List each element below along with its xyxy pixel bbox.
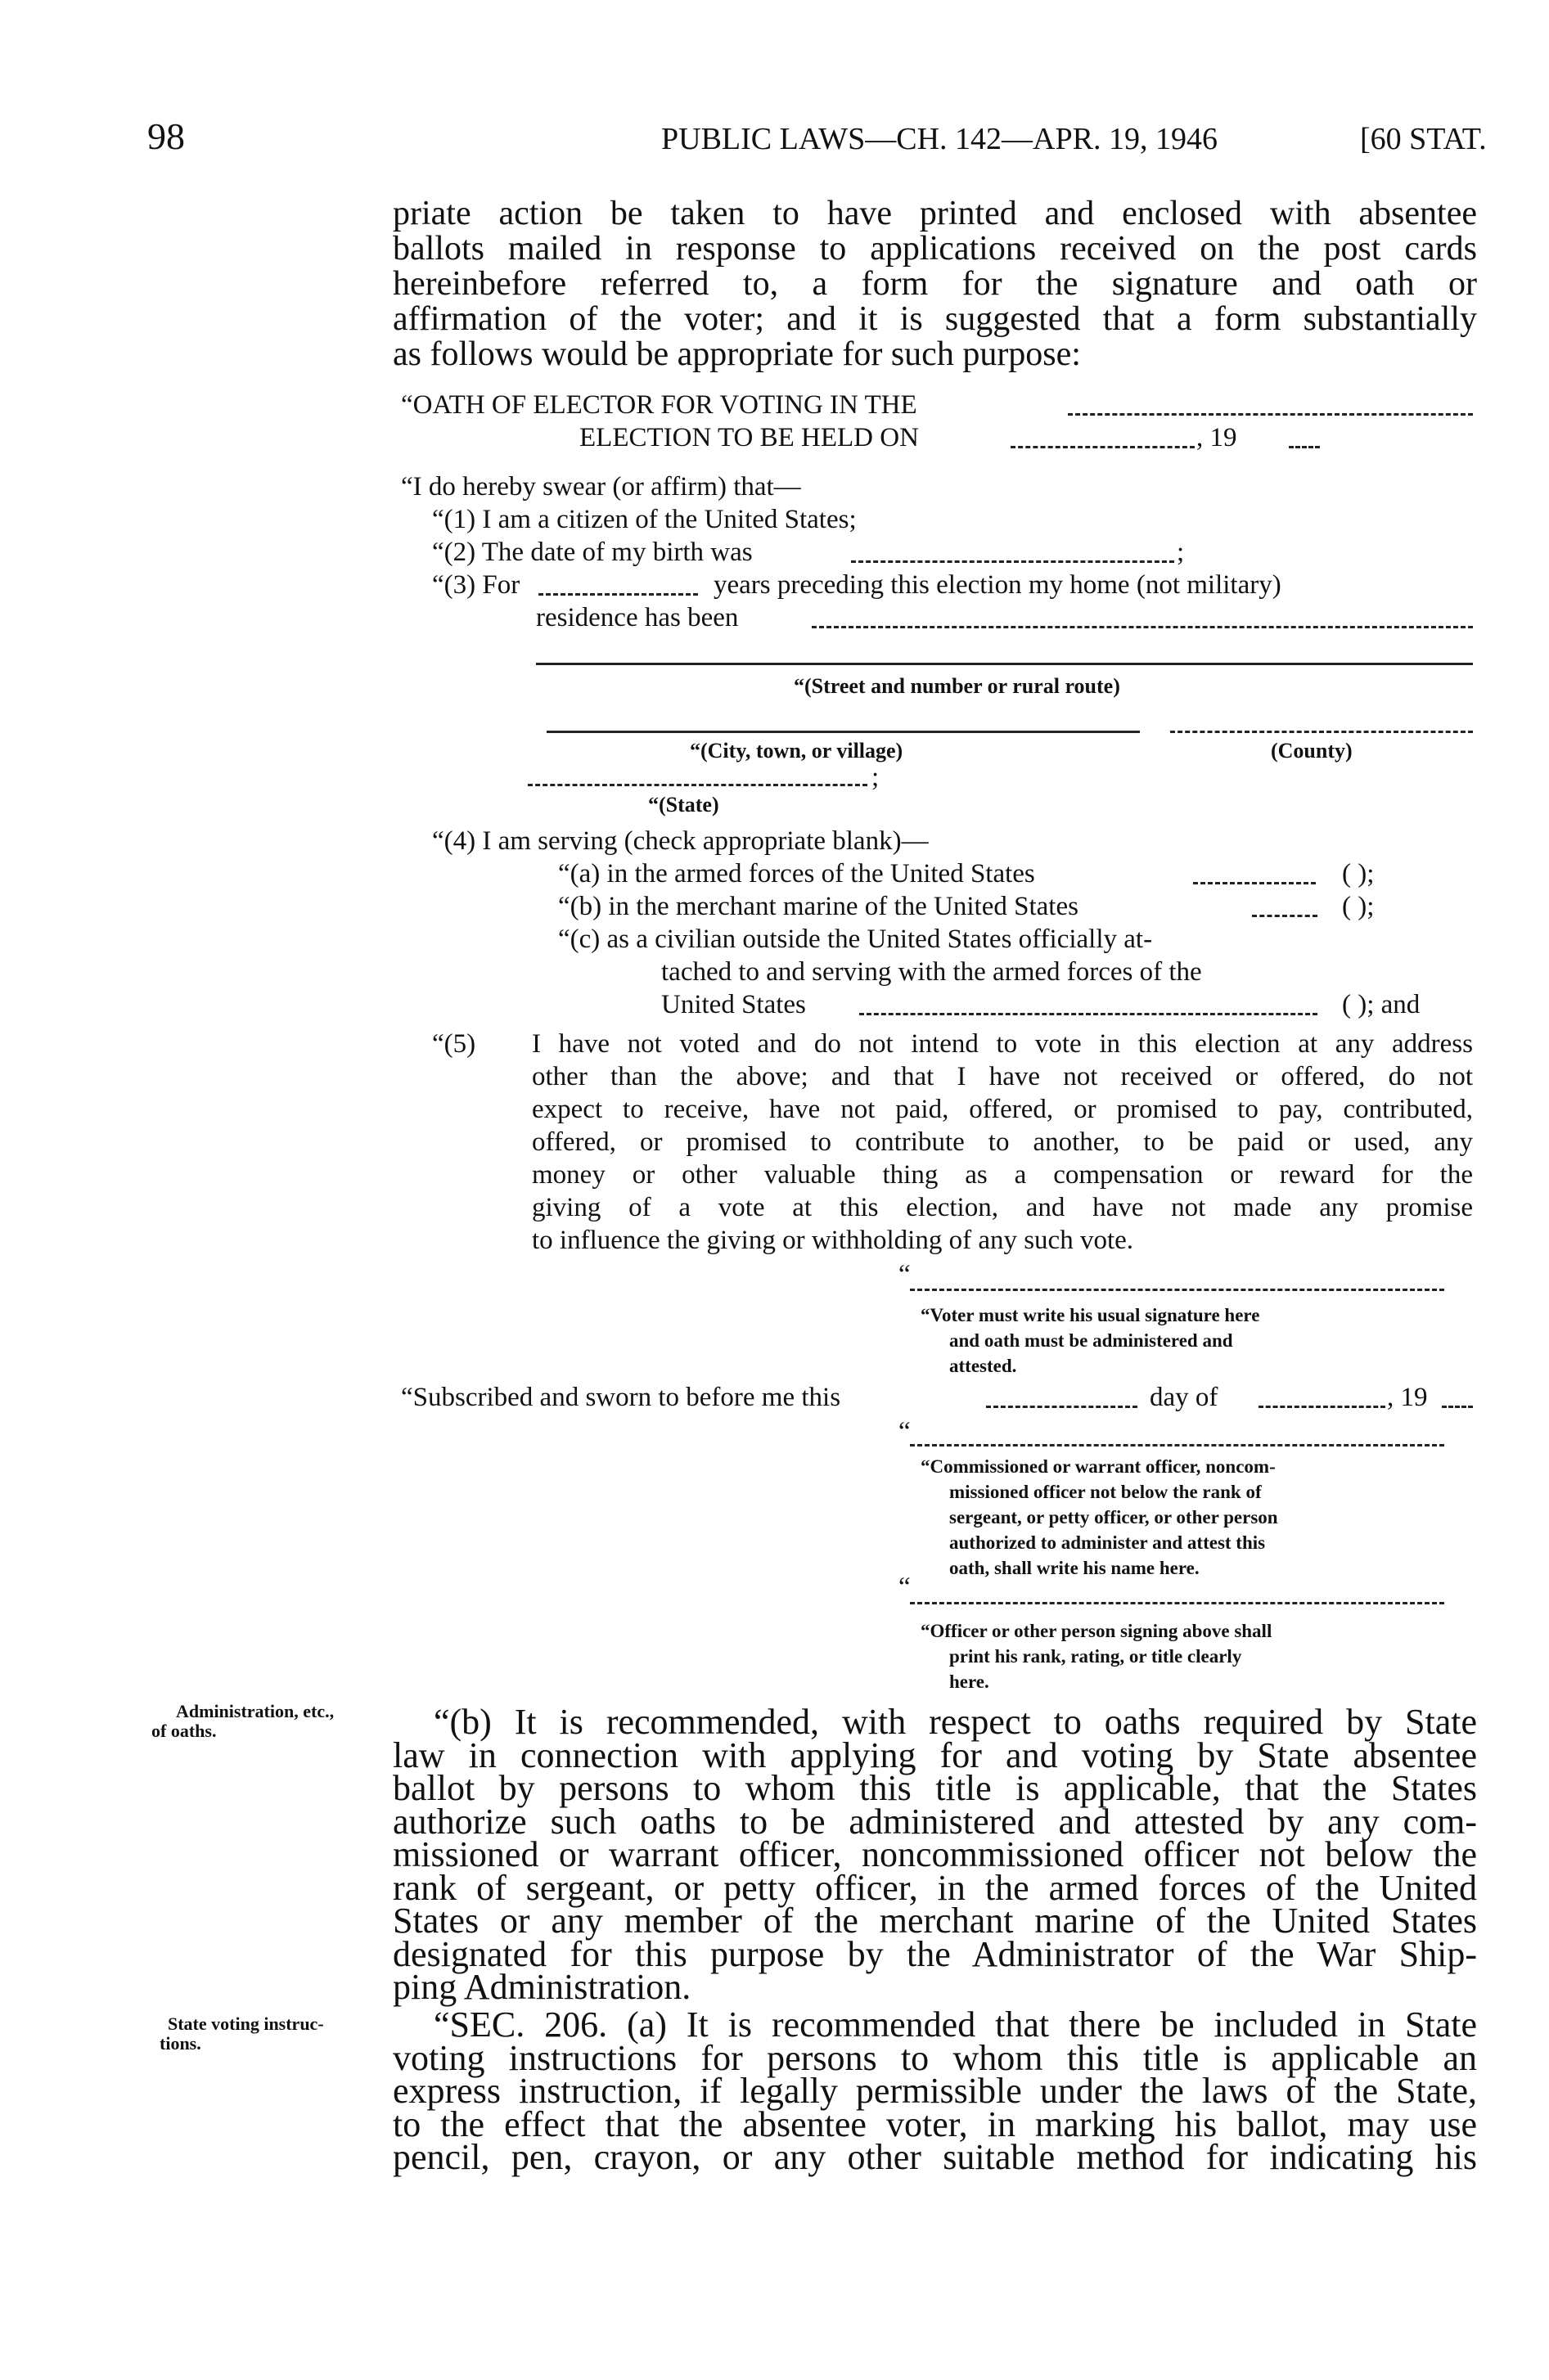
print-note-line: here. (949, 1671, 989, 1692)
state-caption: “(State) (648, 793, 719, 817)
intro-paragraph (393, 196, 1477, 372)
item-5-line: offered, or promised to contribute to another, to be paid or used, any (532, 1127, 1473, 1157)
item-3-text: years preceding this election my home (not military) (714, 570, 1281, 600)
voter-sig-note-line: and oath must be administered and (949, 1330, 1233, 1351)
residence-blank[interactable] (812, 626, 1473, 628)
item-4b-check[interactable]: ( ); (1342, 892, 1375, 921)
page-number: 98 (147, 115, 185, 157)
item-4c-line: tached to and serving with the armed forces of the (661, 957, 1202, 987)
section-206-line: “SEC. 206. (a) It is recommended that there be included in State (434, 2004, 1477, 2045)
section-206 (393, 2004, 1477, 2177)
voter-sig-note (921, 1302, 1259, 1379)
city-blank[interactable] (547, 731, 1140, 733)
print-rank-blank[interactable] (910, 1602, 1444, 1604)
officer-note-line: oath, shall write his name here. (949, 1558, 1200, 1578)
paragraph-b-line: missioned or warrant officer, noncommissioned officer not below the (393, 1834, 1477, 1874)
subscribed-line: “Subscribed and sworn to before me this (401, 1383, 841, 1412)
intro-line: priate action be taken to have printed and enclosed with absentee (393, 195, 1477, 232)
item-5-line: I have not voted and do not intend to vote in this election at any address (532, 1029, 1473, 1059)
form-title-line2: ELECTION TO BE HELD ON (579, 423, 919, 452)
paragraph-b-line: law in connection with applying for and voting by State absentee (393, 1734, 1477, 1775)
day-blank[interactable] (986, 1406, 1137, 1408)
officer-note-line: sergeant, or petty officer, or other person (949, 1507, 1278, 1527)
officer-note-line: authorized to administer and attest this (949, 1532, 1266, 1553)
day-of: day of (1150, 1383, 1218, 1412)
street-caption: “(Street and number or rural route) (794, 674, 1120, 698)
civilian-blank[interactable] (859, 1013, 1317, 1015)
city-caption: “(City, town, or village) (690, 739, 903, 763)
voter-signature-blank[interactable] (910, 1289, 1444, 1291)
section-206-line: voting instructions for persons to whom this title is applicable an (393, 2037, 1477, 2078)
paragraph-b-line: States or any member of the merchant marine of the United States (393, 1901, 1477, 1941)
section-206-line: pencil, pen, crayon, or any other suitable method for indicating his (393, 2137, 1477, 2177)
voter-sig-note-line: “Voter must write his usual signature here (921, 1305, 1260, 1325)
officer-signature-blank[interactable] (910, 1444, 1444, 1446)
print-note-line: print his rank, rating, or title clearly (949, 1646, 1242, 1667)
birth-date-blank[interactable] (851, 560, 1174, 563)
voter-sig-quote: “ (898, 1260, 911, 1289)
print-note (921, 1618, 1272, 1694)
paragraph-b-line: ping Administration. (393, 1967, 691, 2007)
intro-line: hereinbefore referred to, a form for the signature and oath or (393, 265, 1477, 303)
item-4b: “(b) in the merchant marine of the United States (558, 892, 1078, 921)
officer-note-line: missioned officer not below the rank of (949, 1482, 1262, 1502)
intro-line: as follows would be appropriate for such purpose: (393, 335, 1081, 373)
item-5-label: “(5) (432, 1029, 476, 1059)
month-blank[interactable] (1259, 1406, 1385, 1408)
paragraph-b-line: designated for this purpose by the Administrator of the War Ship- (393, 1933, 1477, 1974)
margin-note-admin (151, 1702, 372, 1741)
paragraph-b (393, 1702, 1477, 2007)
item-3-cont: residence has been (536, 603, 739, 632)
item-1: “(1) I am a citizen of the United States; (432, 505, 857, 534)
item-4: “(4) I am serving (check appropriate blank)— (432, 826, 929, 856)
officer-note (921, 1454, 1278, 1581)
form-title-year: , 19 (1196, 423, 1237, 452)
paragraph-b-line: rank of sergeant, or petty officer, in the armed forces of the United (393, 1867, 1477, 1908)
section-206-line: to the effect that the absentee voter, in marking his ballot, may use (393, 2103, 1477, 2144)
margin-note-line: of oaths. (151, 1721, 217, 1741)
item-2-end: ; (1177, 538, 1185, 567)
officer-sig-quote: “ (898, 1417, 911, 1446)
item-5-line: other than the above; and that I have not received or offered, do not (532, 1062, 1473, 1091)
merchant-marine-blank[interactable] (1252, 915, 1317, 917)
intro-line: ballots mailed in response to applications received on the post cards (393, 230, 1477, 268)
print-note-line: “Officer or other person signing above shall (921, 1621, 1272, 1641)
armed-forces-blank[interactable] (1193, 882, 1316, 884)
title-year-blank[interactable] (1289, 446, 1320, 448)
voter-sig-note-line: attested. (949, 1356, 1017, 1376)
county-caption: (County) (1271, 739, 1353, 763)
intro-line: affirmation of the voter; and it is suggested that a form substantially (393, 300, 1477, 338)
officer-note-line: “Commissioned or warrant officer, noncom- (921, 1456, 1276, 1477)
paragraph-b-line: authorize such oaths to be administered and attested by any com- (393, 1801, 1477, 1842)
item-5-line: money or other valuable thing as a compensation or reward for the (532, 1160, 1473, 1190)
item-4a: “(a) in the armed forces of the United States (558, 859, 1035, 889)
item-4c-check[interactable]: ( ); and (1342, 990, 1421, 1019)
item-4c-line: United States (661, 990, 806, 1019)
margin-note-line: tions. (160, 2033, 201, 2054)
margin-note-line: State voting instruc- (168, 2013, 324, 2034)
item-5-text (532, 1028, 1473, 1257)
volume-ref: [60 STAT. (1360, 122, 1487, 156)
item-5-line: giving of a vote at this election, and have not made any promise (532, 1193, 1473, 1222)
year-19: , 19 (1387, 1383, 1428, 1412)
section-206-line: express instruction, if legally permissible under the laws of the State, (393, 2071, 1477, 2111)
item-5-line: to influence the giving or withholding of any such vote. (532, 1226, 1134, 1255)
item-2-label: “(2) The date of my birth was (432, 538, 753, 567)
print-sig-quote: “ (898, 1572, 911, 1602)
margin-note-line: Administration, etc., (176, 1701, 335, 1721)
running-head: PUBLIC LAWS—CH. 142—APR. 19, 1946 (661, 122, 1218, 156)
item-4a-check[interactable]: ( ); (1342, 859, 1375, 889)
street-blank[interactable] (536, 663, 1473, 665)
item-5-line: expect to receive, have not paid, offered, or promised to pay, contributed, (532, 1095, 1473, 1124)
item-4c-line: “(c) as a civilian outside the United States officially at- (558, 925, 1153, 954)
election-date-blank[interactable] (1011, 446, 1195, 448)
margin-note-state (160, 2014, 380, 2054)
sworn-year-blank[interactable] (1442, 1406, 1473, 1408)
form-title-line1: “OATH OF ELECTOR FOR VOTING IN THE (401, 390, 917, 420)
item-3-label: “(3) For (432, 570, 520, 600)
swear-line: “I do hereby swear (or affirm) that— (401, 472, 801, 502)
state-blank[interactable] (528, 784, 867, 786)
election-blank[interactable] (1068, 413, 1473, 416)
paragraph-b-line: ballot by persons to whom this title is applicable, that the States (393, 1768, 1477, 1808)
paragraph-b-line: “(b) It is recommended, with respect to oaths required by State (434, 1702, 1477, 1742)
years-blank[interactable] (538, 593, 698, 596)
state-end: ; (871, 763, 880, 792)
county-blank[interactable] (1170, 731, 1473, 733)
